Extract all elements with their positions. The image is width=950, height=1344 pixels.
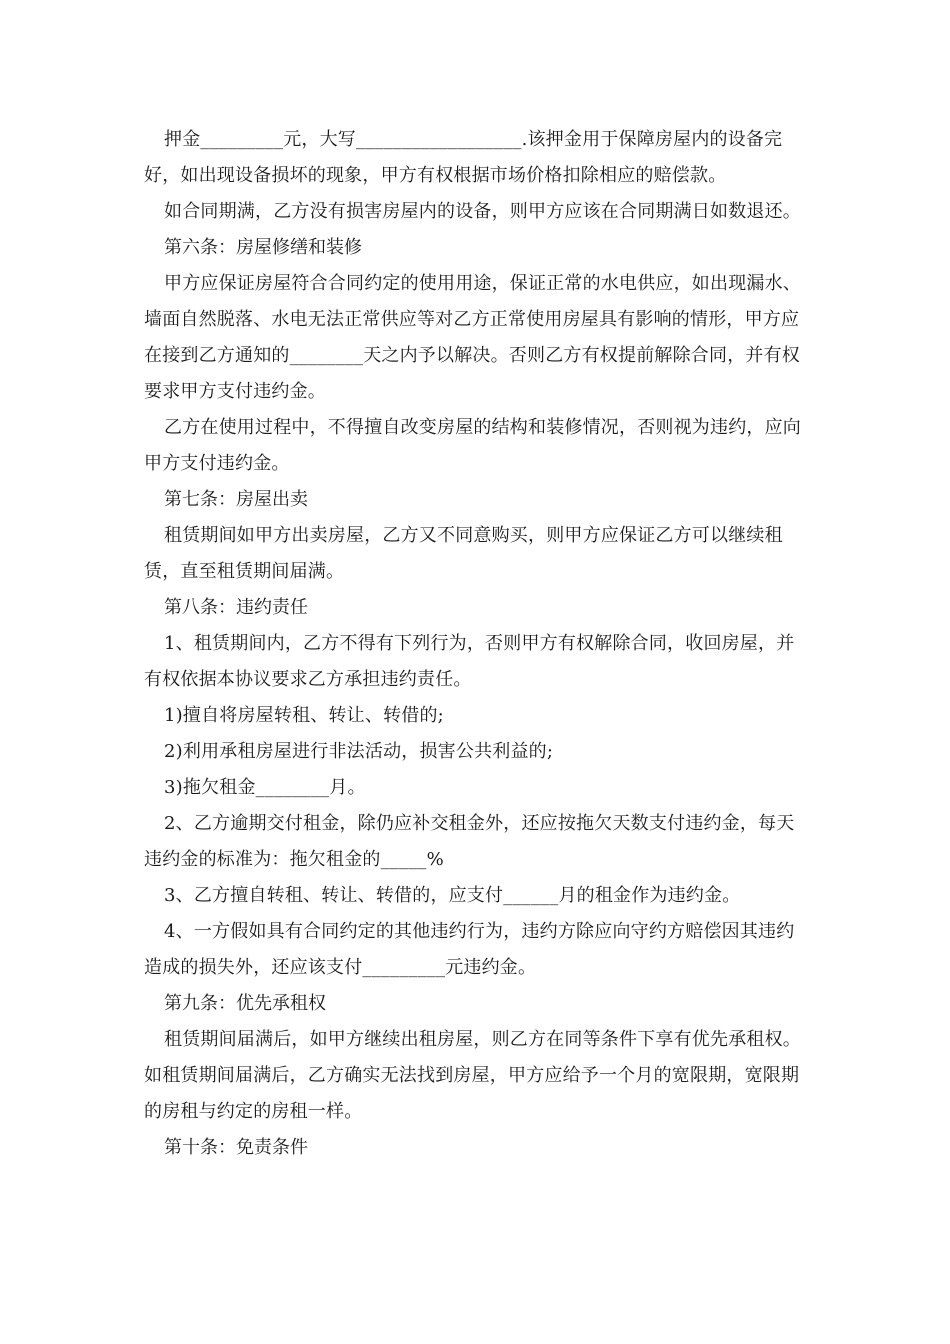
breach-item-2: 2、乙方逾期交付租金，除仍应补交租金外，还应按拖欠天数支付违约金，每天违约金的标准为：拖欠租金的_____% [144,813,795,870]
deposit-paragraph: 押金_________元，大写__________________.该押金用于保障房屋内的设备完好，如出现设备损坏的现象，甲方有权根据市场价格扣除相应的赔偿款。 [144,129,783,186]
section-heading-7: 第七条：房屋出卖 [164,489,308,510]
breach-item-1: 1、租赁期间内，乙方不得有下列行为，否则甲方有权解除合同，收回房屋，并有权依据本协议要求乙方承担违约责任。 [144,633,795,690]
breach-item-4: 4、一方假如具有合同约定的其他违约行为，违约方除应向守约方赔偿因其违约造成的损失外，还应该支付_________元违约金。 [144,921,795,978]
section-heading-8: 第八条：违约责任 [164,597,308,618]
section-heading-6: 第六条：房屋修缮和装修 [164,237,362,258]
repair-paragraph: 甲方应保证房屋符合合同约定的使用用途，保证正常的水电供应，如出现漏水、墙面自然脱落、水电无法正常供应等对乙方正常使用房屋具有影响的情形，甲方应在接到乙方通知的________天之内予以解决。否则乙方有权提前解除合同，并有权要求甲方支付违约金。 [144,273,801,402]
breach-subitem-2: 2)利用承租房屋进行非法活动，损害公共利益的; [164,741,554,762]
deposit-refund-paragraph: 如合同期满，乙方没有损害房屋内的设备，则甲方应该在合同期满日如数退还。 [164,201,801,222]
priority-lease-paragraph: 租赁期间届满后，如甲方继续出租房屋，则乙方在同等条件下享有优先承租权。如租赁期间届满后，乙方确实无法找到房屋，甲方应给予一个月的宽限期，宽限期的房租与约定的房租一样。 [144,1029,801,1122]
renovation-paragraph: 乙方在使用过程中，不得擅自改变房屋的结构和装修情况，否则视为违约，应向甲方支付违约金。 [144,417,801,474]
sale-paragraph: 租赁期间如甲方出卖房屋，乙方又不同意购买，则甲方应保证乙方可以继续租赁，直至租赁期间届满。 [144,525,783,582]
section-heading-10: 第十条：免责条件 [164,1137,308,1158]
breach-subitem-3: 3)拖欠租金________月。 [164,777,366,798]
section-heading-9: 第九条：优先承租权 [164,993,326,1014]
breach-subitem-1: 1)擅自将房屋转租、转让、转借的; [164,705,444,726]
breach-item-3: 3、乙方擅自转租、转让、转借的，应支付______月的租金作为违约金。 [164,885,741,906]
document-page [144,122,810,1166]
